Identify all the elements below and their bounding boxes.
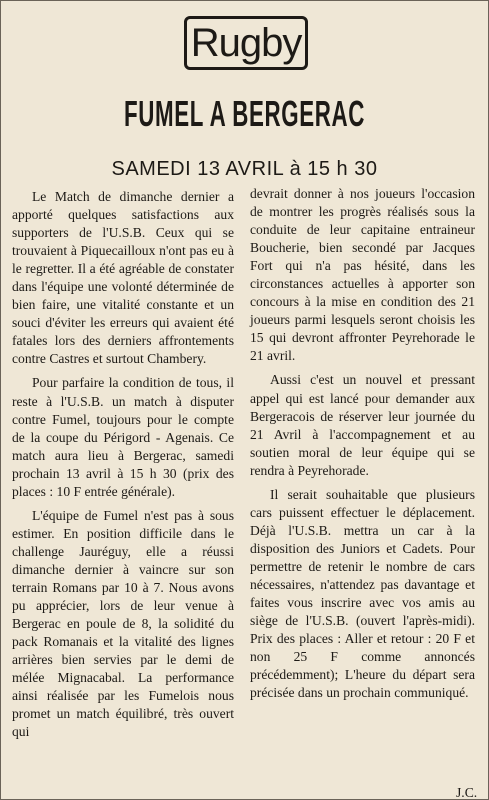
section-label: Rugby [190,21,302,65]
paragraph: Il serait souhaitable que plusieurs cars puissent effectuer le déplacement. Déjà l'U.S.B. mettra un car à la disposition des Juniors et Cadets. Pour permettre de retenir le nombre de cars nécessaires, n'attendez pas davantage et faites vous inscrire avec vos amis au siège de l'U.S.B. (ouvert l'après-midi). Prix des places : Aller et retour : 20 F et non 25 F comme annoncés précédemment); L'heure du départ sera précisée dans un prochain communiqué. [250,486,475,701]
section-header-box [184,16,308,70]
paragraph: L'équipe de Fumel n'est pas à sous estimer. En position difficile dans le challenge Jauréguy, elle a réussi dimanche dernier à vaincre sur son terrain Romans par 10 à 7. Nous avons pu apprécier, lors de leur venue à Bergerac en poule de 8, la solidité du pack Romanais et la vitalité des lignes arrières bien servies par le demi de mélée Mignacabal. La performance ainsi réalisée par les Fumelois nous promet un match équilibré, très ouvert qui [12,507,234,740]
author-signature: J.C. [456,785,478,800]
article-column-right [250,185,475,702]
article-column-left [12,188,234,741]
paragraph: Le Match de dimanche dernier a apporté quelques satisfactions aux supporters de l'U.S.B. Ceux qui se trouvaient à Piquecailloux n'ont pas eu à le regretter. Il a été agréable de constater dans l'équipe une volonté déterminée de bien faire, une vitalité constante et un souci d'éviter les erreurs qui avaient été fatales lors des derniers affrontements contre Castres et surtout Chambery. [12,189,234,367]
paragraph: Aussi c'est un nouvel et pressant appel qui est lancé pour demander aux Bergeracois de réserver leur journée du 21 Avril à l'accompagnement et au soutien moral de leur équipe qui se rendra à Peyrehorade. [250,372,475,478]
article-headline: FUMEL A BERGERAC [124,93,365,134]
paragraph: devrait donner à nos joueurs l'occasion de montrer les progrès réalisés sous la conduite de leur capitaine entraineur Boucherie, bien secondé par Jacques Fort qui n'a pas hésité, dans les circonstances actuelles à apporter son concours à la mise en condition des 21 joueurs parmi lesquels seront choisis les 15 qui devront affronter Peyrehorade le 21 avril. [250,186,475,364]
paragraph: Pour parfaire la condition de tous, il reste à l'U.S.B. un match à disputer contre Fumel, toujours pour le compte de la coupe du Périgord - Agenais. Ce match aura lieu à Bergerac, samedi prochain 13 avril à 15 h 30 (prix des places : 10 F entrée générale). [12,375,234,499]
article-dateline: SAMEDI 13 AVRIL à 15 h 30 [111,158,378,180]
